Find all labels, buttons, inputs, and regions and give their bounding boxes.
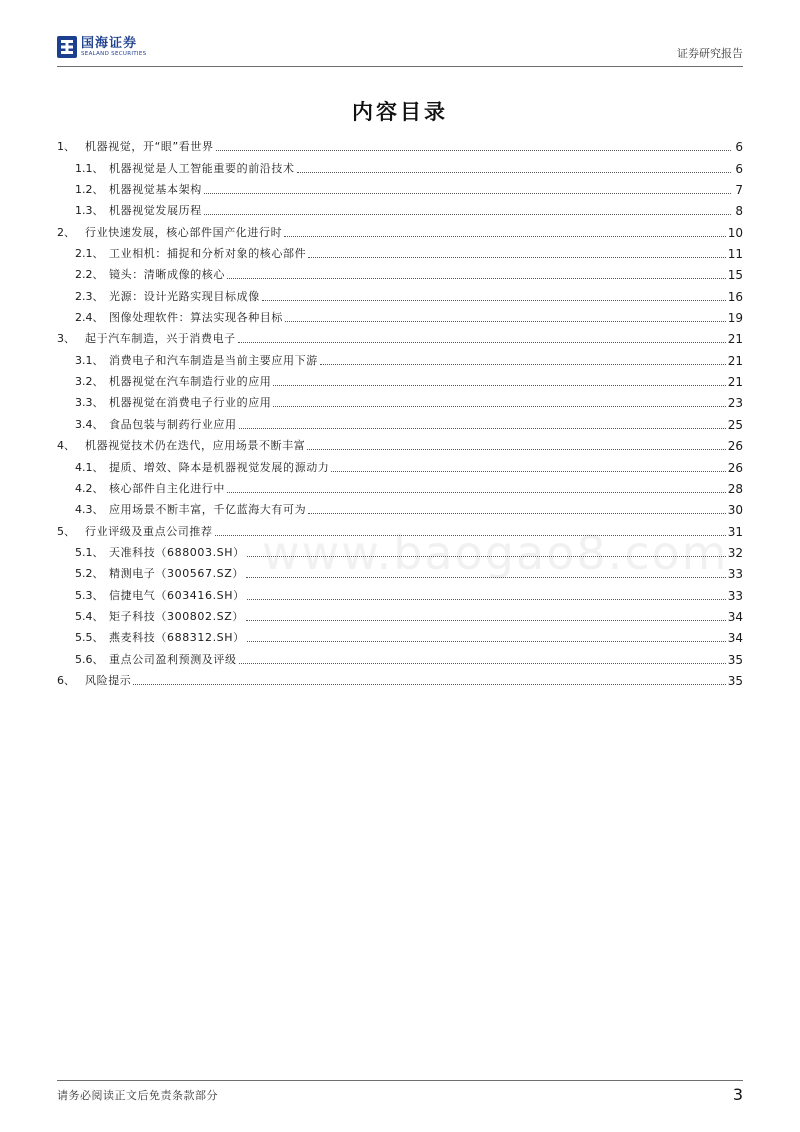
toc-entry-page: 21 xyxy=(727,332,743,347)
toc-entry-number: 5.2、 xyxy=(75,567,104,581)
toc-entry[interactable] xyxy=(57,453,743,474)
report-type: 证券研究报告 xyxy=(677,47,743,60)
toc-entry-label: 消费电子和汽车制造是当前主要应用下游 xyxy=(109,353,318,367)
toc-leader-dots xyxy=(133,684,725,685)
toc-entry-page: 6 xyxy=(735,140,743,155)
toc-entry-label: 应用场景不断丰富，千亿蓝海大有可为 xyxy=(109,503,307,517)
toc-entry-label: 起于汽车制造，兴于消费电子 xyxy=(85,332,236,346)
toc-leader-dots xyxy=(247,556,726,557)
toc-entry[interactable] xyxy=(57,346,743,367)
toc-entry-page: 8 xyxy=(735,204,743,219)
toc-entry[interactable] xyxy=(57,475,743,496)
watermark: www.baogao8.com xyxy=(262,526,729,580)
toc-entry[interactable] xyxy=(57,261,743,282)
toc-entry[interactable] xyxy=(57,645,743,666)
toc-leader-dots xyxy=(273,385,725,386)
toc-entry-page: 15 xyxy=(727,268,743,283)
toc-entry-label: 精测电子（300567.SZ） xyxy=(109,567,245,581)
company-logo xyxy=(57,36,146,58)
toc-entry-page: 16 xyxy=(727,289,743,304)
logo-chinese-name: 国海证券 xyxy=(81,35,138,51)
toc-leader-dots xyxy=(307,449,725,450)
toc-entry-label: 工业相机：捕捉和分析对象的核心部件 xyxy=(109,247,307,261)
toc-entry[interactable] xyxy=(57,517,743,538)
toc-entry[interactable] xyxy=(57,218,743,239)
toc-leader-dots xyxy=(247,641,726,642)
toc-entry-label: 镜头：清晰成像的核心 xyxy=(109,268,225,282)
toc-entry-label: 机器视觉在消费电子行业的应用 xyxy=(109,396,272,410)
toc-leader-dots xyxy=(204,214,731,215)
toc-leader-dots xyxy=(239,428,726,429)
toc-entry-number: 2、 xyxy=(57,225,75,239)
toc-entry[interactable] xyxy=(57,325,743,346)
toc-entry-label: 光源：设计光路实现目标成像 xyxy=(109,289,260,303)
toc-entry-label: 机器视觉，开“眼”看世界 xyxy=(85,140,214,154)
toc-entry-page: 11 xyxy=(727,247,743,262)
toc-entry-page: 21 xyxy=(727,375,743,390)
toc-leader-dots xyxy=(273,406,725,407)
toc-entry-label: 信捷电气（603416.SH） xyxy=(109,588,245,602)
page-number: 3 xyxy=(732,1085,743,1104)
toc-entry-page: 33 xyxy=(727,567,743,582)
toc-entry-label: 风险提示 xyxy=(85,673,132,687)
toc-leader-dots xyxy=(297,172,731,173)
toc-entry[interactable] xyxy=(57,154,743,175)
toc-entry-page: 19 xyxy=(727,311,743,326)
toc-entry[interactable] xyxy=(57,176,743,197)
toc-leader-dots xyxy=(247,599,726,600)
toc-leader-dots xyxy=(239,663,726,664)
toc-entry-label: 行业快速发展，核心部件国产化进行时 xyxy=(85,225,283,239)
toc-entry-number: 2.2、 xyxy=(75,268,104,282)
toc-entry-label: 机器视觉基本架构 xyxy=(109,183,202,197)
page-header xyxy=(57,30,743,67)
toc-entry-label: 机器视觉是人工智能重要的前沿技术 xyxy=(109,161,295,175)
toc-entry-number: 5.1、 xyxy=(75,545,104,559)
toc-entry-number: 2.3、 xyxy=(75,289,104,303)
toc-entry[interactable] xyxy=(57,282,743,303)
toc-entry-number: 2.1、 xyxy=(75,247,104,261)
toc-leader-dots xyxy=(227,492,726,493)
toc-entry-page: 23 xyxy=(727,396,743,411)
toc-leader-dots xyxy=(285,321,726,322)
table-of-contents xyxy=(57,133,743,688)
toc-leader-dots xyxy=(308,513,726,514)
toc-entry-number: 3.4、 xyxy=(75,417,104,431)
page-footer xyxy=(57,1080,743,1104)
toc-entry-label: 机器视觉发展历程 xyxy=(109,204,202,218)
toc-title: 内容目录 xyxy=(352,100,448,124)
toc-leader-dots xyxy=(215,535,726,536)
toc-leader-dots xyxy=(204,193,731,194)
toc-entry-page: 26 xyxy=(727,460,743,475)
toc-entry[interactable] xyxy=(57,496,743,517)
toc-entry-page: 34 xyxy=(727,609,743,624)
toc-entry-label: 重点公司盈利预测及评级 xyxy=(109,652,237,666)
toc-entry-number: 5.6、 xyxy=(75,652,104,666)
toc-entry[interactable] xyxy=(57,667,743,688)
toc-leader-dots xyxy=(262,300,726,301)
toc-entry-page: 6 xyxy=(735,161,743,176)
toc-entry-number: 4.1、 xyxy=(75,460,104,474)
toc-entry-label: 天准科技（688003.SH） xyxy=(109,545,245,559)
toc-entry[interactable] xyxy=(57,410,743,431)
toc-entry-number: 5.5、 xyxy=(75,631,104,645)
toc-entry[interactable] xyxy=(57,368,743,389)
toc-entry[interactable] xyxy=(57,389,743,410)
toc-entry-number: 3.2、 xyxy=(75,375,104,389)
toc-entry[interactable] xyxy=(57,539,743,560)
toc-entry-number: 4.3、 xyxy=(75,503,104,517)
toc-entry-label: 核心部件自主化进行中 xyxy=(109,481,225,495)
toc-entry-number: 3.1、 xyxy=(75,353,104,367)
toc-entry[interactable] xyxy=(57,581,743,602)
toc-leader-dots xyxy=(246,577,726,578)
toc-entry-page: 32 xyxy=(727,545,743,560)
toc-entry-number: 3、 xyxy=(57,332,75,346)
toc-entry-page: 28 xyxy=(727,481,743,496)
toc-entry[interactable] xyxy=(57,624,743,645)
toc-entry-label: 行业评级及重点公司推荐 xyxy=(85,524,213,538)
toc-entry[interactable] xyxy=(57,304,743,325)
toc-entry-number: 1、 xyxy=(57,140,75,154)
toc-entry[interactable] xyxy=(57,432,743,453)
toc-entry-label: 图像处理软件：算法实现各种目标 xyxy=(109,311,283,325)
toc-entry-page: 30 xyxy=(727,503,743,518)
toc-entry-number: 3.3、 xyxy=(75,396,104,410)
toc-entry-page: 26 xyxy=(727,439,743,454)
toc-entry-number: 2.4、 xyxy=(75,311,104,325)
toc-entry[interactable] xyxy=(57,197,743,218)
toc-leader-dots xyxy=(246,620,726,621)
toc-entry[interactable] xyxy=(57,240,743,261)
toc-leader-dots xyxy=(216,150,731,151)
toc-entry-number: 1.1、 xyxy=(75,161,104,175)
toc-entry-label: 矩子科技（300802.SZ） xyxy=(109,609,245,623)
toc-leader-dots xyxy=(331,471,725,472)
toc-leader-dots xyxy=(238,342,726,343)
toc-entry-page: 35 xyxy=(727,652,743,667)
toc-entry-number: 5、 xyxy=(57,524,75,538)
toc-entry-label: 机器视觉在汽车制造行业的应用 xyxy=(109,375,272,389)
toc-leader-dots xyxy=(227,278,726,279)
toc-entry[interactable] xyxy=(57,603,743,624)
toc-entry-number: 6、 xyxy=(57,673,75,687)
toc-entry-label: 食品包装与制药行业应用 xyxy=(109,417,237,431)
toc-entry-page: 7 xyxy=(735,183,743,198)
logo-english-name: SEALAND SECURITIES xyxy=(81,50,147,57)
toc-entry-number: 4.2、 xyxy=(75,481,104,495)
sealand-logo-icon xyxy=(57,36,77,58)
toc-entry-page: 33 xyxy=(727,588,743,603)
toc-entry-label: 提质、增效、降本是机器视觉发展的源动力 xyxy=(109,460,330,474)
toc-leader-dots xyxy=(320,364,726,365)
toc-entry-label: 机器视觉技术仍在迭代，应用场景不断丰富 xyxy=(85,439,306,453)
toc-entry-page: 25 xyxy=(727,417,743,432)
toc-entry[interactable] xyxy=(57,560,743,581)
toc-entry-page: 31 xyxy=(727,524,743,539)
toc-leader-dots xyxy=(308,257,726,258)
toc-entry-number: 5.4、 xyxy=(75,609,104,623)
toc-entry-label: 燕麦科技（688312.SH） xyxy=(109,631,245,645)
toc-leader-dots xyxy=(284,236,726,237)
toc-entry-page: 21 xyxy=(727,353,743,368)
toc-entry-number: 4、 xyxy=(57,439,75,453)
toc-entry-number: 1.2、 xyxy=(75,183,104,197)
toc-entry-number: 5.3、 xyxy=(75,588,104,602)
toc-entry-page: 10 xyxy=(727,225,743,240)
toc-entry-page: 34 xyxy=(727,631,743,646)
toc-entry-page: 35 xyxy=(727,673,743,688)
toc-entry[interactable] xyxy=(57,133,743,154)
toc-entry-number: 1.3、 xyxy=(75,204,104,218)
disclaimer-note: 请务必阅读正文后免责条款部分 xyxy=(57,1089,218,1102)
